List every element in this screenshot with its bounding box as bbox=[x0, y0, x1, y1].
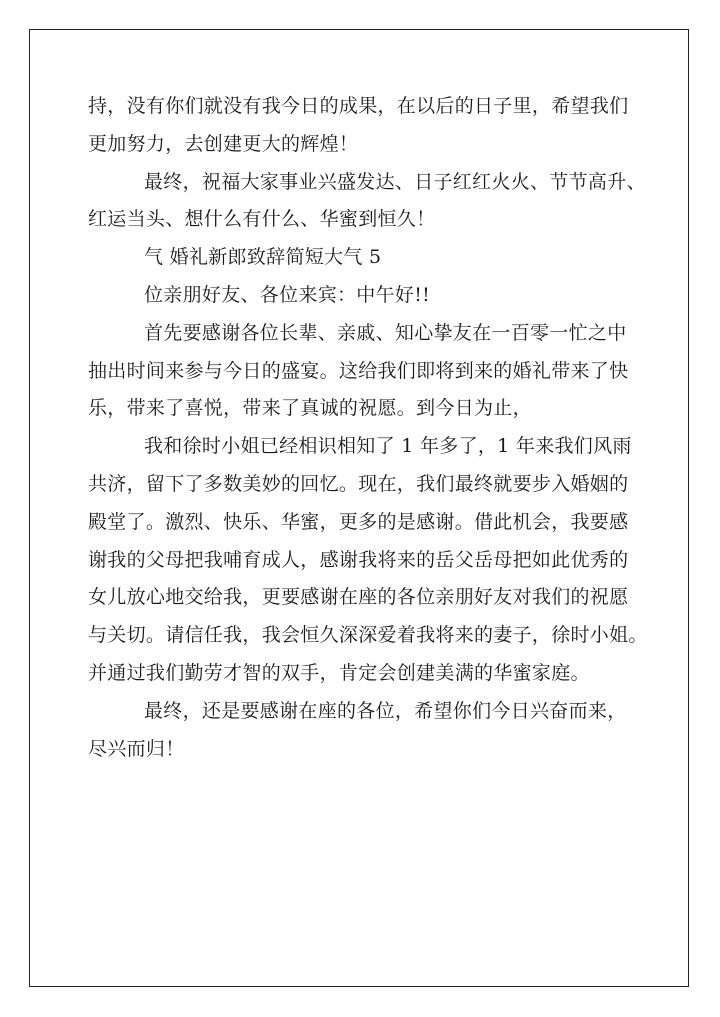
text-line: 乐，带来了喜悦，带来了真诚的祝愿。到今日为止， bbox=[88, 397, 532, 420]
text-line: 谢我的父母把我哺育成人，感谢我将来的岳父岳母把如此优秀的 bbox=[88, 548, 629, 571]
text-line: 更加努力，去创建更大的辉煌！ bbox=[88, 132, 359, 155]
text-line: 殿堂了。激烈、快乐、华蜜，更多的是感谢。借此机会，我要感 bbox=[88, 510, 629, 533]
text-line: 并通过我们勤劳才智的双手，肯定会创建美满的华蜜家庭。 bbox=[88, 661, 590, 684]
text-line: 红运当头、想什么有什么、华蜜到恒久！ bbox=[88, 208, 436, 231]
section-heading: 气 婚礼新郎致辞简短大气 5 bbox=[144, 246, 382, 269]
greeting-line: 位亲朋好友、各位来宾：中午好!! bbox=[144, 283, 431, 306]
text-line: 最终，祝福大家事业兴盛发达、日子红红火火、节节高升、 bbox=[144, 170, 646, 193]
text-line: 我和徐时小姐已经相识相知了 1 年多了，1 年来我们风雨 bbox=[144, 435, 632, 458]
text-line: 尽兴而归！ bbox=[88, 737, 185, 760]
text-line: 最终，还是要感谢在座的各位，希望你们今日兴奋而来， bbox=[144, 699, 627, 722]
text-line: 抽出时间来参与今日的盛宴。这给我们即将到来的婚礼带来了快 bbox=[88, 359, 629, 382]
text-line: 与关切。请信任我，我会恒久深深爱着我将来的妻子，徐时小姐。 bbox=[88, 624, 648, 647]
text-line: 持，没有你们就没有我今日的成果，在以后的日子里，希望我们 bbox=[88, 95, 629, 117]
text-line: 首先要感谢各位长辈、亲戚、知心挚友在一百零一忙之中 bbox=[144, 321, 627, 344]
document-body bbox=[88, 88, 648, 768]
text-line: 女儿放心地交给我，更要感谢在座的各位亲朋好友对我们的祝愿 bbox=[88, 586, 629, 609]
text-line: 共济，留下了多数美妙的回忆。现在，我们最终就要步入婚姻的 bbox=[88, 472, 629, 495]
